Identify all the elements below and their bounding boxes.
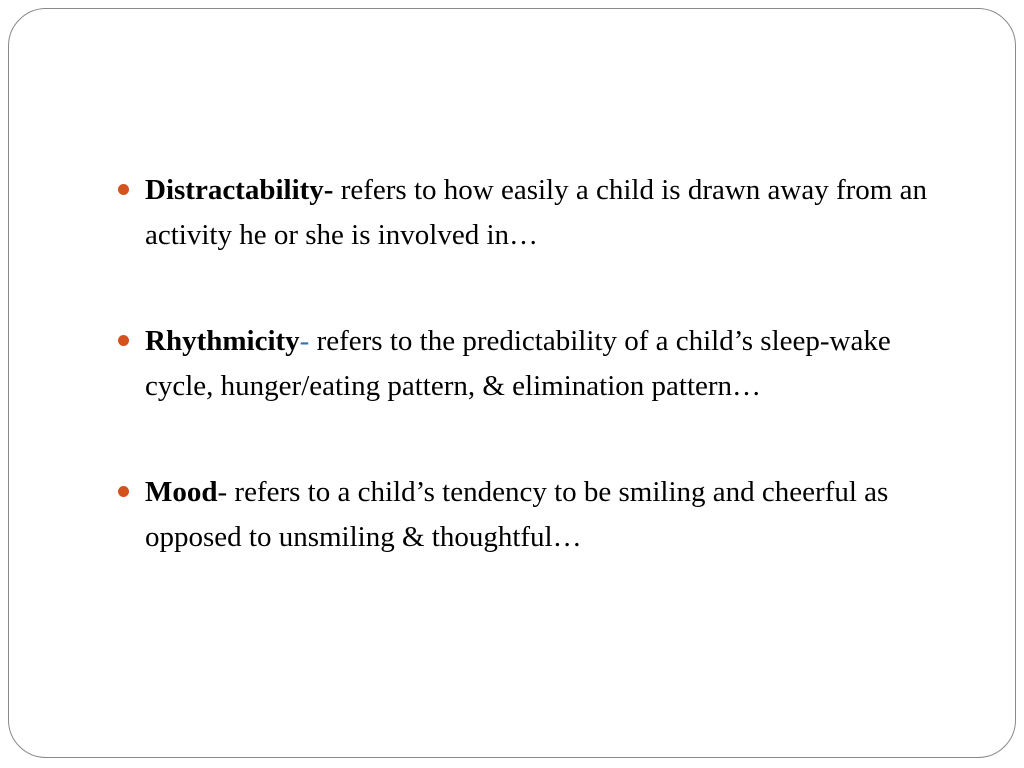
bullet-dot-icon [118,184,129,195]
bullet-text: refers to how easily a child is drawn away from an activity he or she is involved in… [145,174,927,251]
bullet-dot-icon [118,335,129,346]
bullet-text: refers to the predictability of a child’s sleep-wake cycle, hunger/eating pattern, & elimination pattern… [145,325,891,402]
bullet-term: Mood [145,476,218,508]
bullet-item-distractability [112,168,952,258]
bullet-item-rhythmicity [112,319,952,409]
bullet-item-mood [112,470,952,560]
bullet-term: Distractability- [145,174,334,206]
bullet-dash: - [299,325,310,357]
bullet-text: - refers to a child’s tendency to be smiling and cheerful as opposed to unsmiling & thoughtful… [145,476,889,553]
bullet-dot-icon [118,486,129,497]
bullet-term: Rhythmicity [145,325,300,357]
bullet-list [112,168,952,621]
